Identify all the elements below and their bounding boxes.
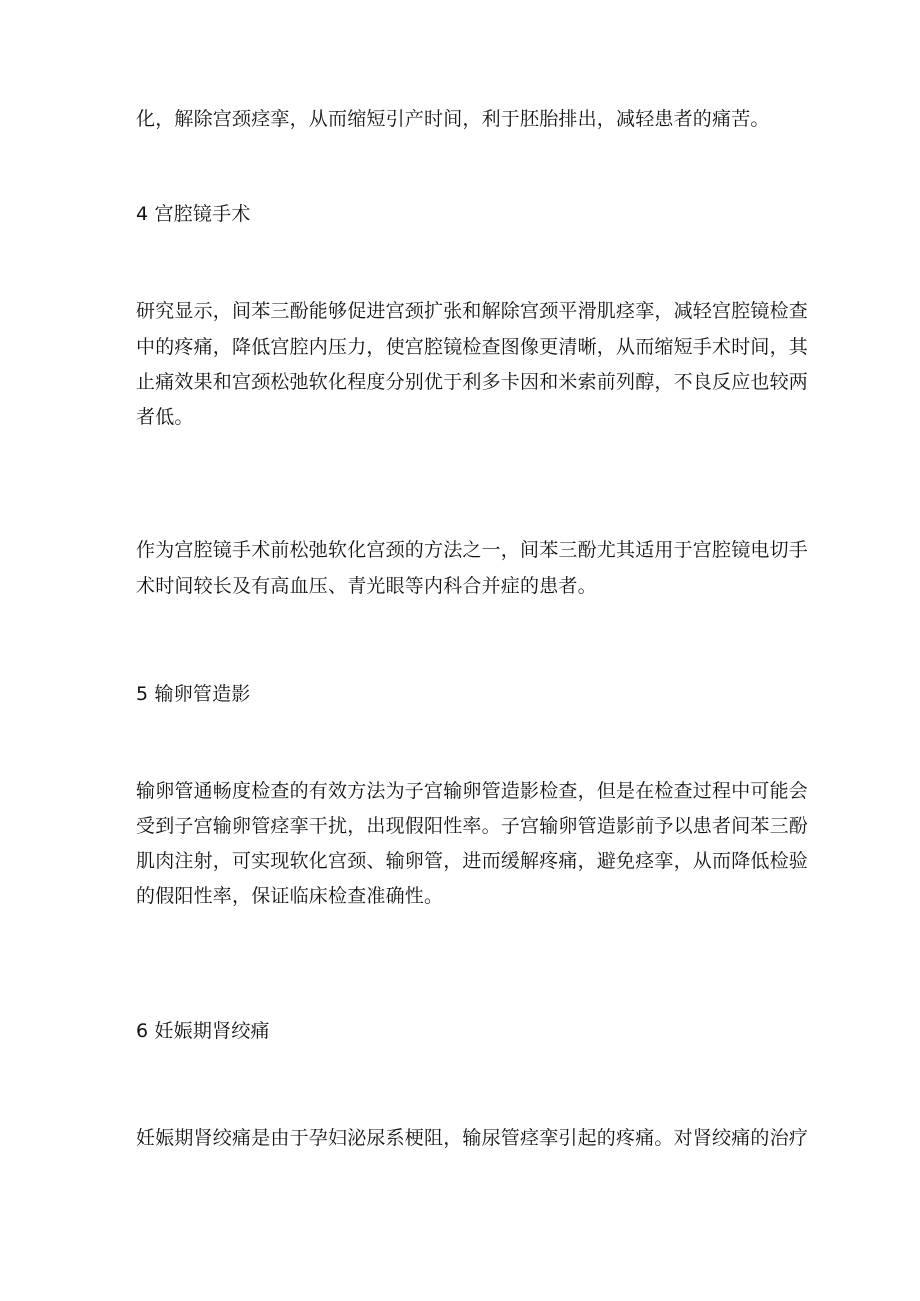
section-5-paragraph-1-line: 肌肉注射，可实现软化宫颈、输卵管，进而缓解疼痛，避免痉挛，从而降低检验 [136,850,809,872]
section-4-heading: 4 宫腔镜手术 [136,203,251,225]
intro-paragraph-line: 化，解除宫颈痉挛，从而缩短引产时间，利于胚胎排出，减轻患者的痛苦。 [136,108,770,130]
section-5-paragraph-1-line: 输卵管通畅度检查的有效方法为子宫输卵管造影检查，但是在检查过程中可能会 [136,780,809,802]
section-5-paragraph-1-line: 的假阳性率，保证临床检查准确性。 [136,885,444,907]
section-6-paragraph-1-line: 妊娠期肾绞痛是由于孕妇泌尿系梗阻，输尿管痉挛引起的疼痛。对肾绞痛的治疗 [136,1127,809,1149]
section-5-heading: 5 输卵管造影 [136,683,251,705]
section-4-paragraph-1-line: 研究显示，间苯三酚能够促进宫颈扩张和解除宫颈平滑肌痉挛，减轻宫腔镜检查 [136,300,809,322]
section-4-paragraph-1-line: 止痛效果和宫颈松弛软化程度分别优于利多卡因和米索前列醇，不良反应也较两 [136,371,809,393]
section-4-paragraph-1-line: 者低。 [136,406,194,428]
section-4-paragraph-1-line: 中的疼痛，降低宫腔内压力，使宫腔镜检查图像更清晰，从而缩短手术时间，其 [136,336,809,358]
section-4-paragraph-2-line: 术时间较长及有高血压、青光眼等内科合并症的患者。 [136,575,597,597]
section-4-paragraph-2-line: 作为宫腔镜手术前松弛软化宫颈的方法之一，间苯三酚尤其适用于宫腔镜电切手 [136,539,809,561]
section-6-heading: 6 妊娠期肾绞痛 [136,1020,270,1042]
section-5-paragraph-1-line: 受到子宫输卵管痉挛干扰，出现假阳性率。子宫输卵管造影前予以患者间苯三酚 [136,815,809,837]
